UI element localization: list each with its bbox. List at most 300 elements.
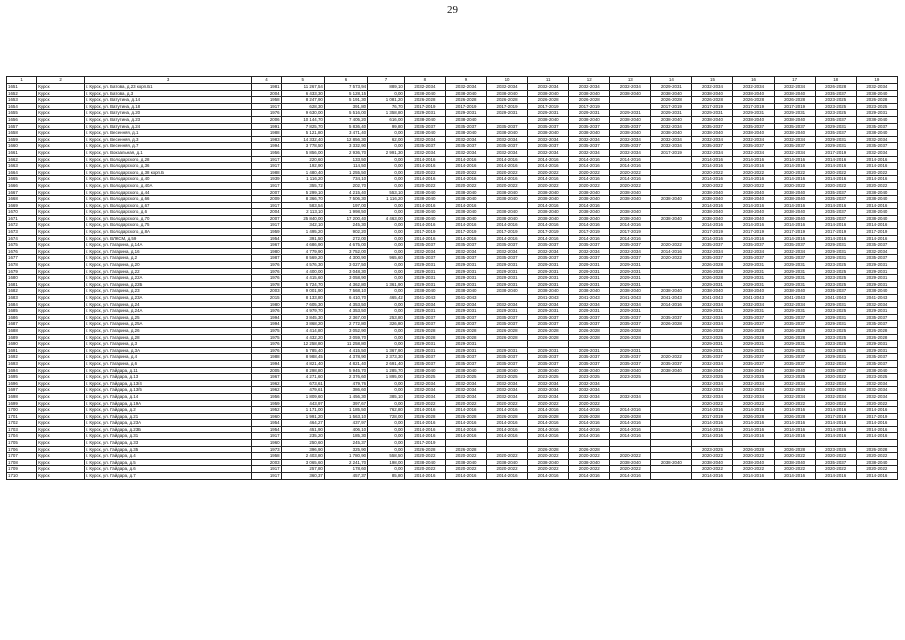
table-cell: 2032-2034: [404, 136, 445, 143]
table-cell: 2038-2040: [774, 459, 815, 466]
table-cell: 1651: [7, 84, 37, 91]
table-cell: 2017-2019: [692, 413, 733, 420]
table-cell: г. Курск, ул. Гайдара, д.2: [84, 407, 252, 414]
table-cell: 2038-2040: [774, 288, 815, 295]
table-cell: 2020-2022: [610, 182, 651, 189]
table-cell: 2014-2016: [528, 433, 569, 440]
table-cell: 2020-2022: [856, 169, 897, 176]
table-cell: 2035-2037: [445, 314, 486, 321]
table-cell: 2035-2037: [692, 123, 733, 130]
table-cell: 1661: [7, 149, 37, 156]
table-cell: 2038-2040: [445, 196, 486, 203]
table-cell: 2014-2016: [528, 222, 569, 229]
table-cell: 2026-2028: [445, 413, 486, 420]
table-cell: 2014-2016: [528, 202, 569, 209]
table-cell: 2038-2040: [651, 367, 692, 374]
table-cell: 2026-2028: [487, 327, 528, 334]
table-cell: Курск: [37, 407, 85, 414]
table-cell: 2014-2016: [774, 156, 815, 163]
table-cell: 2026-2028: [610, 327, 651, 334]
table-cell: 2038-2040: [569, 116, 610, 123]
table-cell: 257,80: [281, 466, 324, 473]
table-cell: 2032-2034: [610, 393, 651, 400]
table-cell: 762,80: [368, 407, 405, 414]
table-cell: 5 299,10: [281, 189, 324, 196]
table-cell: 2026-2028: [815, 84, 856, 91]
table-cell: 2032-2034: [856, 136, 897, 143]
table-cell: 5 785,40: [281, 347, 324, 354]
table-row: [7, 110, 898, 117]
table-cell: 2029-2031: [610, 110, 651, 117]
table-cell: 1677: [7, 255, 37, 262]
table-cell: 2029-2031: [815, 255, 856, 262]
table-cell: 1917: [252, 466, 281, 473]
table-cell: 2032-2034: [856, 393, 897, 400]
table-cell: 1994: [252, 360, 281, 367]
table-cell: 4 353,50: [324, 308, 367, 315]
table-cell: 2038-2040: [404, 288, 445, 295]
table-cell: 2035-2037: [569, 143, 610, 150]
table-cell: Курск: [37, 90, 85, 97]
table-cell: 1978: [252, 281, 281, 288]
table-cell: 2035-2037: [445, 255, 486, 262]
table-cell: 2020-2022: [692, 466, 733, 473]
table-cell: 2014-2016: [404, 176, 445, 183]
table-cell: 2020-2022: [733, 169, 774, 176]
table-cell: 0,00: [368, 426, 405, 433]
table-cell: 1687: [7, 321, 37, 328]
table-cell: 2026-2028: [528, 334, 569, 341]
table-cell: [651, 453, 692, 460]
table-cell: 2026-2028: [404, 327, 445, 334]
table-cell: 2026-2028: [569, 97, 610, 104]
table-cell: 2014-2016: [815, 156, 856, 163]
table-cell: 2035-2037: [692, 255, 733, 262]
table-row: [7, 196, 898, 203]
table-cell: г. Курск, ул. Володарского, д.38 корп.Б: [84, 169, 252, 176]
table-row: [7, 314, 898, 321]
table-cell: 2026-2028: [733, 446, 774, 453]
table-row: [7, 235, 898, 242]
table-cell: 2014-2016: [692, 176, 733, 183]
table-cell: 2032-2034: [610, 136, 651, 143]
table-cell: 2032-2034: [774, 84, 815, 91]
table-cell: 1656: [7, 116, 37, 123]
table-cell: 1987: [252, 255, 281, 262]
table-cell: 1917: [252, 156, 281, 163]
table-cell: 2038-2040: [404, 90, 445, 97]
table-row: [7, 347, 898, 354]
table-cell: 2038-2040: [528, 130, 569, 137]
table-cell: 2038-2040: [692, 196, 733, 203]
table-cell: 2020-2022: [651, 354, 692, 361]
table-cell: 1659: [7, 136, 37, 143]
table-cell: 2035-2037: [733, 321, 774, 328]
table-cell: 673,61: [281, 380, 324, 387]
table-cell: Курск: [37, 116, 85, 123]
table-cell: 2038-2040: [569, 130, 610, 137]
table-cell: 4 576,30: [281, 262, 324, 269]
table-cell: 2017-2019: [528, 103, 569, 110]
table-cell: 2041-2043: [774, 295, 815, 302]
table-cell: 2035-2037: [815, 215, 856, 222]
table-cell: 1976: [252, 347, 281, 354]
table-cell: 2029-2031: [733, 268, 774, 275]
table-cell: 2020-2022: [487, 182, 528, 189]
table-cell: 2014-2016: [692, 202, 733, 209]
table-cell: 1694: [7, 367, 37, 374]
table-cell: 2026-2028: [404, 446, 445, 453]
table-cell: [569, 440, 610, 447]
table-cell: 1917: [252, 163, 281, 170]
table-cell: 0,00: [368, 341, 405, 348]
table-row: [7, 446, 898, 453]
table-cell: 2029-2031: [692, 308, 733, 315]
table-row: [7, 248, 898, 255]
table-cell: г. Курск, ул. Гайдара, д.13/4: [84, 380, 252, 387]
table-cell: 2014-2016: [733, 156, 774, 163]
table-row: [7, 123, 898, 130]
table-cell: 2026-2028: [528, 327, 569, 334]
table-cell: Курск: [37, 347, 85, 354]
table-cell: 2014-2016: [733, 235, 774, 242]
table-cell: 553,10: [368, 189, 405, 196]
table-cell: 1 171,00: [281, 407, 324, 414]
table-cell: 2032-2034: [774, 380, 815, 387]
table-cell: 2014-2016: [856, 407, 897, 414]
table-cell: 185,30: [324, 433, 367, 440]
table-cell: 2035-2037: [610, 143, 651, 150]
table-cell: 2014-2016: [815, 420, 856, 427]
table-cell: 2038-2040: [610, 209, 651, 216]
table-cell: 2020-2022: [528, 453, 569, 460]
table-cell: 2035-2037: [569, 255, 610, 262]
table-cell: Курск: [37, 97, 85, 104]
table-row: [7, 288, 898, 295]
table-cell: 2038-2040: [404, 215, 445, 222]
table-cell: [487, 446, 528, 453]
table-cell: 2014-2016: [856, 473, 897, 480]
table-cell: 1 998,50: [324, 209, 367, 216]
table-cell: 2020-2022: [528, 400, 569, 407]
table-cell: 2029-2031: [692, 341, 733, 348]
table-cell: 2017-2019: [404, 440, 445, 447]
table-cell: 1681: [7, 281, 37, 288]
table-cell: 2020-2022: [733, 400, 774, 407]
table-cell: 2014-2016: [610, 163, 651, 170]
table-cell: 1962: [252, 387, 281, 394]
table-cell: 1703: [7, 426, 37, 433]
table-cell: 2 772,80: [324, 321, 367, 328]
table-cell: 2035-2037: [774, 123, 815, 130]
table-cell: 2014-2016: [692, 433, 733, 440]
table-cell: Курск: [37, 341, 85, 348]
table-row: [7, 176, 898, 183]
table-cell: Курск: [37, 380, 85, 387]
table-cell: 2014-2016: [733, 222, 774, 229]
table-cell: 2029-2031: [733, 275, 774, 282]
table-cell: 0,00: [368, 387, 405, 394]
table-cell: 2035-2037: [692, 143, 733, 150]
table-cell: 396,90: [281, 446, 324, 453]
table-cell: 2020-2022: [733, 182, 774, 189]
table-cell: 2020-2022: [445, 400, 486, 407]
table-cell: Курск: [37, 215, 85, 222]
table-cell: 2029-2031: [815, 242, 856, 249]
table-cell: 2020-2022: [774, 169, 815, 176]
table-cell: 1 809,60: [281, 393, 324, 400]
table-cell: Курск: [37, 202, 85, 209]
table-cell: 1 563,10: [324, 413, 367, 420]
table-cell: 2038-2040: [610, 189, 651, 196]
table-cell: 2026-2028: [445, 446, 486, 453]
table-cell: [610, 400, 651, 407]
table-cell: 2 241,70: [324, 459, 367, 466]
table-cell: 2035-2037: [815, 130, 856, 137]
table-cell: 2032-2034: [528, 393, 569, 400]
table-cell: 2023-2025: [404, 374, 445, 381]
table-cell: 9 001,90: [281, 288, 324, 295]
table-cell: 2017-2019: [569, 229, 610, 236]
table-cell: 4 378,90: [324, 354, 367, 361]
table-cell: г. Курск, ул. Гагарина, д.6: [84, 360, 252, 367]
table-cell: г. Курск, ул. Володарского, д.8А: [84, 229, 252, 236]
table-cell: [651, 268, 692, 275]
table-cell: г. Курск, ул. Володарского, д.44: [84, 189, 252, 196]
table-cell: 2029-2031: [692, 110, 733, 117]
table-cell: 2029-2031: [610, 347, 651, 354]
table-cell: 0,00: [368, 209, 405, 216]
table-cell: г. Курск, ул. Володарского, д.66: [84, 196, 252, 203]
table-cell: 2007: [252, 189, 281, 196]
table-cell: 1917: [252, 103, 281, 110]
table-cell: 2014-2016: [569, 222, 610, 229]
table-cell: 2032-2034: [733, 301, 774, 308]
table-cell: 2035-2037: [815, 367, 856, 374]
table-cell: 2035-2037: [692, 242, 733, 249]
table-cell: 2032-2034: [404, 84, 445, 91]
table-cell: 2029-2031: [733, 341, 774, 348]
table-cell: 2023-2025: [733, 374, 774, 381]
table-cell: 2029-2031: [569, 275, 610, 282]
table-cell: 2032-2034: [692, 393, 733, 400]
table-cell: 2038-2040: [569, 209, 610, 216]
table-cell: 1994: [252, 321, 281, 328]
table-cell: 2035-2037: [445, 143, 486, 150]
table-cell: г. Курск, ул. Володарского, д.6: [84, 209, 252, 216]
table-row: [7, 202, 898, 209]
table-cell: 4 675,00: [324, 242, 367, 249]
table-row: [7, 360, 898, 367]
table-cell: 2035-2037: [733, 242, 774, 249]
table-cell: 2032-2034: [528, 301, 569, 308]
table-cell: 2038-2040: [692, 367, 733, 374]
table-cell: 2032-2034: [569, 136, 610, 143]
table-cell: 2041-2043: [610, 295, 651, 302]
table-cell: 7 405,20: [324, 116, 367, 123]
table-cell: 2014-2016: [445, 156, 486, 163]
table-cell: 2038-2040: [692, 116, 733, 123]
table-cell: 2032-2034: [569, 393, 610, 400]
table-cell: 2032-2034: [487, 84, 528, 91]
table-cell: 1967: [252, 242, 281, 249]
table-cell: 2023-2025: [856, 103, 897, 110]
table-cell: 902,20: [324, 229, 367, 236]
table-row: [7, 380, 898, 387]
table-cell: 2020-2022: [815, 453, 856, 460]
table-cell: [610, 387, 651, 394]
table-cell: 1702: [7, 420, 37, 427]
table-cell: 2038-2040: [856, 116, 897, 123]
table-cell: 2035-2037: [404, 354, 445, 361]
table-cell: 2029-2031: [774, 275, 815, 282]
table-row: [7, 354, 898, 361]
table-cell: 1 116,20: [368, 196, 405, 203]
table-cell: Курск: [37, 281, 85, 288]
table-cell: [651, 202, 692, 209]
table-cell: 2014-2016: [774, 235, 815, 242]
table-cell: 2035-2037: [733, 143, 774, 150]
table-cell: Курск: [37, 149, 85, 156]
table-cell: 0,00: [368, 440, 405, 447]
table-cell: 2038-2040: [528, 196, 569, 203]
table-cell: 2029-2031: [528, 347, 569, 354]
table-cell: г. Курск, ул. Гайдара, д.5: [84, 459, 252, 466]
table-cell: 1693: [7, 360, 37, 367]
table-cell: 2035-2037: [815, 116, 856, 123]
table-cell: 2029-2031: [856, 110, 897, 117]
table-cell: 2020-2022: [445, 466, 486, 473]
table-cell: 2014-2016: [774, 433, 815, 440]
table-cell: 2026-2028: [445, 97, 486, 104]
table-cell: 2032-2034: [692, 387, 733, 394]
table-row: [7, 420, 898, 427]
column-number-10: 10: [487, 77, 528, 84]
table-cell: 2035-2037: [528, 242, 569, 249]
table-cell: 2038-2040: [445, 459, 486, 466]
table-cell: 2029-2031: [404, 110, 445, 117]
table-cell: 2035-2037: [815, 196, 856, 203]
table-cell: 4 353,50: [324, 301, 367, 308]
table-cell: 2038-2040: [445, 90, 486, 97]
table-cell: 391,80: [324, 103, 367, 110]
column-number-14: 14: [651, 77, 692, 84]
table-cell: 2032-2034: [856, 301, 897, 308]
table-cell: 2035-2037: [651, 360, 692, 367]
table-cell: 2038-2040: [404, 116, 445, 123]
table-cell: 1976: [252, 262, 281, 269]
table-cell: 2017-2019: [856, 229, 897, 236]
table-cell: [651, 440, 692, 447]
table-cell: 2014-2016: [404, 433, 445, 440]
table-cell: 1 480,40: [281, 169, 324, 176]
table-cell: 2020-2022: [610, 453, 651, 460]
table-cell: Курск: [37, 327, 85, 334]
table-cell: 0,00: [368, 202, 405, 209]
table-cell: г. Курск, ул. Гайдара, д.14: [84, 393, 252, 400]
table-cell: 0,00: [368, 262, 405, 269]
table-cell: 2014-2016: [404, 222, 445, 229]
table-cell: 2014-2016: [610, 420, 651, 427]
table-cell: 4 415,50: [324, 347, 367, 354]
table-cell: Курск: [37, 275, 85, 282]
table-cell: 2029-2031: [404, 275, 445, 282]
table-cell: 0,00: [368, 90, 405, 97]
table-cell: 2026-2028: [487, 97, 528, 104]
table-row: [7, 97, 898, 104]
table-cell: 5 121,80: [281, 130, 324, 137]
table-cell: [610, 380, 651, 387]
table-cell: г. Курск, ул. Батова, д.3: [84, 90, 252, 97]
column-number-18: 18: [815, 77, 856, 84]
table-cell: 2032-2034: [856, 387, 897, 394]
table-cell: 2026-2028: [733, 327, 774, 334]
table-cell: 2014-2016: [856, 163, 897, 170]
table-cell: [651, 262, 692, 269]
table-cell: 2014-2016: [528, 407, 569, 414]
table-cell: г. Курск, ул. Гайдара, д.23А: [84, 420, 252, 427]
table-cell: 2023-2025: [815, 341, 856, 348]
table-cell: 2029-2031: [774, 308, 815, 315]
table-cell: 2029-2031: [569, 110, 610, 117]
table-cell: 2029-2031: [404, 347, 445, 354]
table-cell: 2020-2022: [692, 400, 733, 407]
table-cell: 2035-2037: [610, 314, 651, 321]
table-cell: 1685: [7, 308, 37, 315]
table-cell: 0,00: [368, 229, 405, 236]
table-cell: 479,76: [324, 380, 367, 387]
table-cell: г. Курск, ул. Володарского, д.75: [84, 222, 252, 229]
table-cell: 2035-2037: [528, 360, 569, 367]
table-cell: [651, 420, 692, 427]
table-cell: 2014-2016: [774, 420, 815, 427]
table-cell: 2023-2025: [815, 446, 856, 453]
table-cell: 2 691,40: [368, 360, 405, 367]
table-cell: 76,70: [368, 103, 405, 110]
table-cell: 2035-2037: [856, 321, 897, 328]
table-cell: 2032-2034: [445, 301, 486, 308]
table-cell: 2038-2040: [528, 189, 569, 196]
table-cell: Курск: [37, 453, 85, 460]
table-cell: 8 366,70: [281, 196, 324, 203]
table-cell: 2014-2016: [528, 420, 569, 427]
table-cell: 1709: [7, 466, 37, 473]
table-cell: 2014-2016: [404, 426, 445, 433]
table-cell: 2035-2037: [733, 354, 774, 361]
table-cell: 2032-2034: [487, 248, 528, 255]
table-cell: 2014-2016: [856, 176, 897, 183]
table-cell: [610, 446, 651, 453]
table-cell: г. Курск, ул. Гагарина, д.22: [84, 268, 252, 275]
table-cell: 2029-2031: [445, 268, 486, 275]
table-cell: 2035-2037: [610, 255, 651, 262]
table-cell: 2014-2016: [445, 426, 486, 433]
table-cell: г. Курск, ул. Гагарина, д.3: [84, 341, 252, 348]
table-cell: 2032-2034: [445, 248, 486, 255]
table-cell: 2023-2025: [487, 374, 528, 381]
table-cell: 2038-2040: [528, 90, 569, 97]
table-cell: г. Курск, ул. Ватутина, д.20: [84, 110, 252, 117]
table-cell: 2038-2040: [651, 130, 692, 137]
table-cell: 4 463,00: [368, 215, 405, 222]
table-cell: 2035-2037: [774, 354, 815, 361]
table-cell: 1939: [252, 176, 281, 183]
table-cell: 2014-2016: [569, 202, 610, 209]
table-cell: 2014-2016: [610, 407, 651, 414]
table-cell: 3 048,30: [324, 268, 367, 275]
table-cell: г. Курск, ул. Гайдара, д.13/5: [84, 387, 252, 394]
table-cell: 253,80: [368, 314, 405, 321]
